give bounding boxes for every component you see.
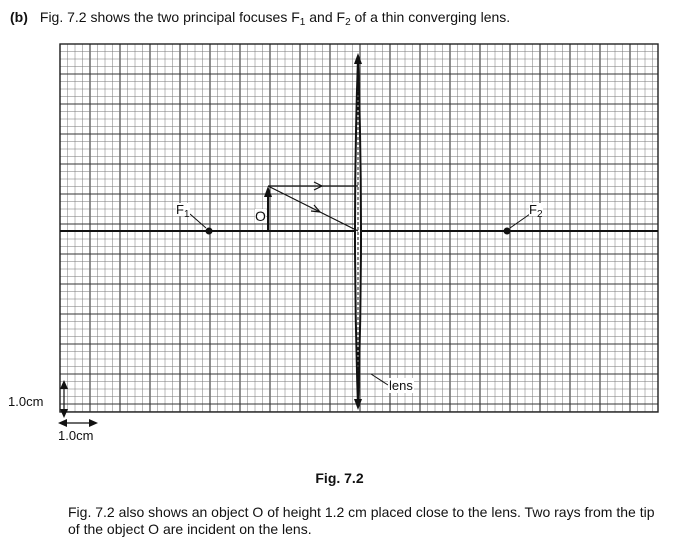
object-label: O bbox=[255, 208, 266, 224]
focus-point-f2 bbox=[504, 228, 511, 235]
lens-leader-line bbox=[371, 374, 388, 385]
intro-text-3: of a thin converging lens. bbox=[350, 9, 511, 25]
f1-subscript: 1 bbox=[183, 209, 190, 220]
intro-text-2: and F bbox=[305, 9, 346, 25]
scale-x-label: 1.0cm bbox=[58, 428, 94, 443]
body-text: Fig. 7.2 also shows an object O of height 1.2 cm placed close to the lens. Two rays from the tip of the object O are incident on the lens. bbox=[68, 504, 655, 537]
f2-letter: F bbox=[529, 202, 537, 217]
focus-label-f2 bbox=[529, 202, 543, 220]
focus-label-f1 bbox=[176, 202, 190, 220]
intro-sub-2: 2 bbox=[345, 17, 351, 28]
part-label: (b) bbox=[10, 9, 28, 25]
f1-letter: F bbox=[176, 202, 184, 217]
intro-sub-1: 1 bbox=[299, 17, 306, 28]
scale-y-label: 1.0cm bbox=[8, 394, 44, 409]
f2-leader-line bbox=[510, 214, 530, 228]
f1-leader-line bbox=[190, 214, 206, 228]
lens-label: lens bbox=[389, 378, 413, 393]
lens-top-arrowhead bbox=[354, 53, 362, 64]
focus-point-f1 bbox=[206, 228, 213, 235]
f2-subscript: 2 bbox=[536, 209, 543, 220]
figure-caption: Fig. 7.2 bbox=[315, 470, 364, 486]
intro-text-1: Fig. 7.2 shows the two principal focuses F bbox=[39, 9, 300, 25]
